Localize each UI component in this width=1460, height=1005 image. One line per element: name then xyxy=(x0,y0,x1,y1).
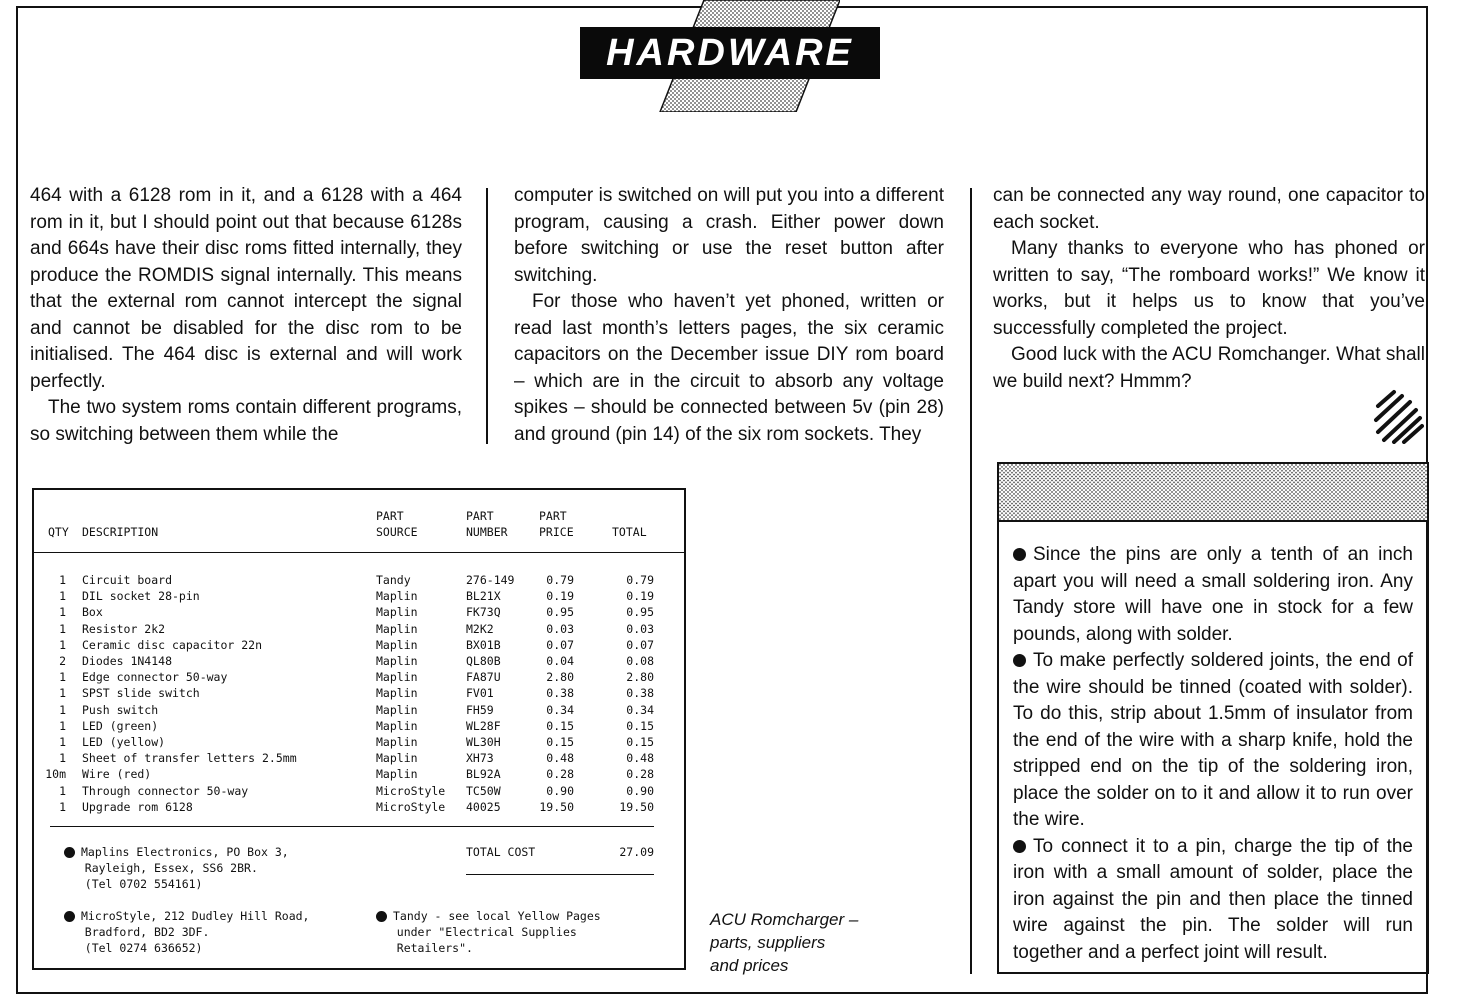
cell-desc: Wire (red) xyxy=(82,767,152,782)
cell-total: 0.79 xyxy=(626,573,654,587)
cell-source: Maplin xyxy=(376,735,418,749)
header-qty: QTY xyxy=(48,525,69,539)
cell-source: MicroStyle xyxy=(376,783,446,798)
cell-total: 0.15 xyxy=(626,735,654,749)
header-description: DESCRIPTION xyxy=(82,525,159,539)
cell-number: BL92A xyxy=(466,767,501,782)
cell-number: BX01B xyxy=(466,637,501,652)
header-total: TOTAL xyxy=(612,525,647,539)
header-source: PART SOURCE xyxy=(376,509,418,539)
bullet-icon xyxy=(64,911,75,922)
cell-desc: Resistor 2k2 xyxy=(82,621,166,636)
article-column-3 xyxy=(993,183,1425,395)
cell-source: Maplin xyxy=(376,654,418,668)
end-mark-icon xyxy=(1372,388,1424,444)
cell-qty: 1 xyxy=(59,718,66,733)
soldering-tips-box xyxy=(997,462,1429,974)
cell-price: 0.03 xyxy=(546,621,574,636)
cell-source: Maplin xyxy=(376,702,418,717)
cell-qty: 2 xyxy=(59,654,66,668)
cell-desc: LED (green) xyxy=(82,718,159,733)
cell-number: FK73Q xyxy=(466,605,501,620)
article-column-2 xyxy=(514,183,944,448)
cell-qty: 1 xyxy=(59,799,66,814)
cell-desc: SPST slide switch xyxy=(82,686,200,701)
article-column-1 xyxy=(30,183,462,448)
cell-number: QL80B xyxy=(466,654,501,668)
cell-total: 0.34 xyxy=(626,702,654,717)
cell-qty: 1 xyxy=(59,751,66,766)
paragraph: Many thanks to everyone who has phoned or written to say, “The romboard works!” We know it works, but it helps us to know that you’ve successfully completed the project. xyxy=(993,238,1425,339)
cell-desc: Edge connector 50-way xyxy=(82,670,228,685)
cell-total: 19.50 xyxy=(619,799,654,814)
cell-price: 0.34 xyxy=(546,702,574,717)
bullet-icon xyxy=(1013,654,1026,667)
cell-total: 0.03 xyxy=(626,621,654,636)
cell-total: 0.07 xyxy=(626,637,654,652)
cell-qty: 1 xyxy=(59,783,66,798)
cell-desc: Ceramic disc capacitor 22n xyxy=(82,637,263,652)
cell-qty: 1 xyxy=(59,605,66,620)
total-cost-value: 27.09 xyxy=(619,845,654,859)
tips-header-panel xyxy=(999,464,1427,522)
cell-total: 0.08 xyxy=(626,654,654,668)
paragraph: For those who haven’t yet phoned, written or read last month’s letters pages, the six ceramic capacitors on the December issue DIY rom board – which are in the circuit to absorb any voltage spikes – should be connected between 5v (pin 28) and ground (pin 14) of the six rom sockets. They xyxy=(514,291,944,445)
bullet-icon xyxy=(1013,548,1026,561)
cell-qty: 1 xyxy=(59,735,66,749)
section-title: HARDWARE xyxy=(606,32,854,74)
cell-desc: Diodes 1N4148 xyxy=(82,654,173,668)
cell-source: Maplin xyxy=(376,589,418,604)
cell-total: 0.38 xyxy=(626,686,654,701)
cell-number: TC50W xyxy=(466,783,501,798)
paragraph: 464 with a 6128 rom in it, and a 6128 with a 464 rom in it, but I should point out that because 6128s and 664s have their disc roms fitted internally, they produce the ROMDIS signal internally. This means that the external rom cannot intercept the signal and cannot be disabled for the disc rom to be initialised. The 464 disc is external and will work perfectly. xyxy=(30,185,462,392)
cell-total: 0.15 xyxy=(626,718,654,733)
cell-qty: 1 xyxy=(59,621,66,636)
paragraph: can be connected any way round, one capacitor to each socket. xyxy=(993,185,1425,233)
cell-number: FV01 xyxy=(466,686,494,701)
cell-price: 0.15 xyxy=(546,735,574,749)
cell-price: 0.48 xyxy=(546,751,574,766)
bullet-icon xyxy=(376,911,387,922)
cell-price: 0.95 xyxy=(546,605,574,620)
cell-number: FH59 xyxy=(466,702,494,717)
paragraph: computer is switched on will put you into a different program, causing a crash. Either power down before switching or use the reset button after switching. xyxy=(514,185,944,286)
cell-qty: 1 xyxy=(59,686,66,701)
parts-table xyxy=(32,488,686,970)
total-cost-label: TOTAL COST xyxy=(466,845,536,859)
cell-price: 2.80 xyxy=(546,670,574,685)
paragraph: The two system roms contain different programs, so switching between them while the xyxy=(30,397,462,445)
cell-source: MicroStyle xyxy=(376,799,446,814)
header-rule xyxy=(34,552,684,553)
cell-qty: 1 xyxy=(59,702,66,717)
cell-price: 0.07 xyxy=(546,637,574,652)
cell-source: Maplin xyxy=(376,718,418,733)
cell-total: 0.28 xyxy=(626,767,654,782)
cell-price: 0.28 xyxy=(546,767,574,782)
cell-source: Maplin xyxy=(376,686,418,701)
cell-qty: 1 xyxy=(59,637,66,652)
cell-total: 0.19 xyxy=(626,589,654,604)
cell-source: Maplin xyxy=(376,605,418,620)
cell-number: 276-149 xyxy=(466,573,515,587)
cell-source: Maplin xyxy=(376,767,418,782)
cell-source: Tandy xyxy=(376,573,411,587)
supplier-tandy: Tandy - see local Yellow Pages under "Electrical Supplies Retailers". xyxy=(376,908,601,956)
total-rule xyxy=(466,874,654,875)
cell-number: WL30H xyxy=(466,735,501,749)
cell-price: 0.15 xyxy=(546,718,574,733)
cell-source: Maplin xyxy=(376,751,418,766)
paragraph: Good luck with the ACU Romchanger. What shall we build next? Hmmm? xyxy=(993,344,1425,392)
cell-desc: DIL socket 28-pin xyxy=(82,589,200,604)
cell-price: 0.19 xyxy=(546,589,574,604)
header-number: PART NUMBER xyxy=(466,509,508,539)
rows-rule xyxy=(50,826,654,827)
cell-total: 0.90 xyxy=(626,783,654,798)
tip-item: To connect it to a pin, charge the tip of the iron with a small amount of solder, place the iron against the pin and then place the tinned wire against the pin. The solder will run together and a perfect joint will result. xyxy=(1013,835,1413,963)
cell-qty: 1 xyxy=(59,589,66,604)
cell-desc: Through connector 50-way xyxy=(82,783,249,798)
cell-desc: Upgrade rom 6128 xyxy=(82,799,193,814)
cell-price: 0.38 xyxy=(546,686,574,701)
bullet-icon xyxy=(1013,840,1026,853)
cell-price: 0.04 xyxy=(546,654,574,668)
cell-qty: 1 xyxy=(59,573,66,587)
cell-source: Maplin xyxy=(376,621,418,636)
cell-total: 2.80 xyxy=(626,670,654,685)
cell-number: WL28F xyxy=(466,718,501,733)
column-rule xyxy=(970,188,972,974)
cell-total: 0.95 xyxy=(626,605,654,620)
tip-item: Since the pins are only a tenth of an inch apart you will need a small soldering iron. Any Tandy store will have one in stock for a few pounds, along with solder. xyxy=(1013,544,1413,645)
cell-number: M2K2 xyxy=(466,621,494,636)
bullet-icon xyxy=(64,847,75,858)
cell-desc: Box xyxy=(82,605,103,620)
table-caption: ACU Romcharger – parts, suppliers and prices xyxy=(710,910,859,975)
header-price: PART PRICE xyxy=(539,509,574,539)
cell-desc: Circuit board xyxy=(82,573,173,587)
cell-number: 40025 xyxy=(466,799,501,814)
cell-qty: 10m xyxy=(45,767,66,782)
supplier-maplin: Maplins Electronics, PO Box 3, Rayleigh, Essex, SS6 2BR. (Tel 0702 554161) xyxy=(64,844,289,892)
cell-source: Maplin xyxy=(376,670,418,685)
cell-source: Maplin xyxy=(376,637,418,652)
cell-qty: 1 xyxy=(59,670,66,685)
cell-total: 0.48 xyxy=(626,751,654,766)
cell-price: 19.50 xyxy=(539,799,574,814)
column-rule xyxy=(486,188,488,444)
cell-desc: Sheet of transfer letters 2.5mm xyxy=(82,751,297,766)
section-banner xyxy=(580,0,880,112)
cell-number: XH73 xyxy=(466,751,494,766)
cell-number: FA87U xyxy=(466,670,501,685)
cell-desc: Push switch xyxy=(82,702,159,717)
tips-body xyxy=(1013,542,1413,966)
cell-price: 0.90 xyxy=(546,783,574,798)
cell-number: BL21X xyxy=(466,589,501,604)
supplier-microstyle: MicroStyle, 212 Dudley Hill Road, Bradford, BD2 3DF. (Tel 0274 636652) xyxy=(64,908,309,956)
tip-item: To make perfectly soldered joints, the end of the wire should be tinned (coated with solder). To do this, strip about 1.5mm of insulator from the end of the wire with a sharp knife, hold the stripped end on the tip of the soldering iron, place the solder on to it and allow it to run over the wire. xyxy=(1013,650,1413,830)
cell-price: 0.79 xyxy=(546,573,574,587)
cell-desc: LED (yellow) xyxy=(82,735,166,749)
